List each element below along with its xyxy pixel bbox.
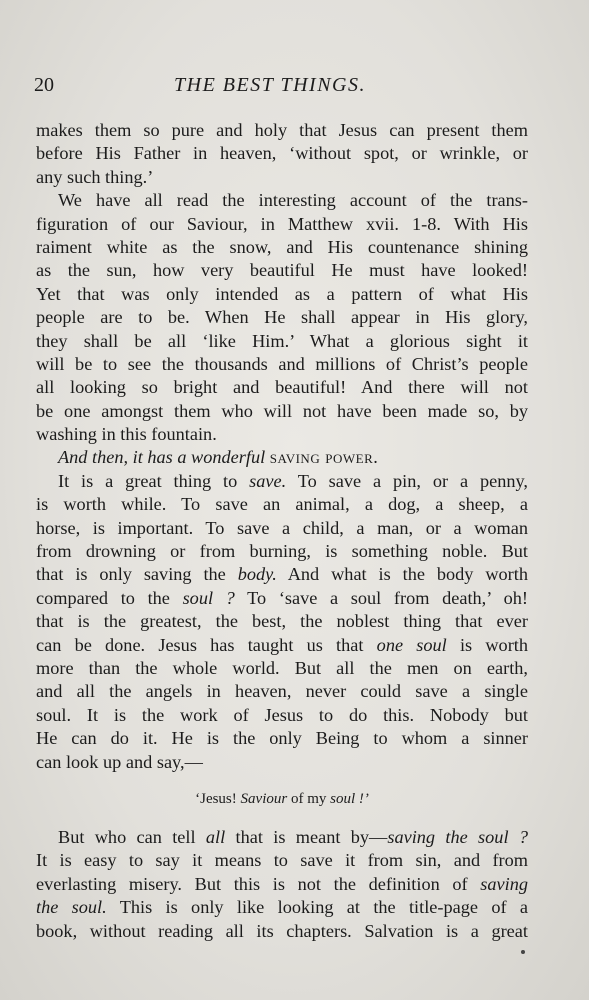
text-line: can look up and say,— — [36, 751, 203, 772]
italic-phrase: And then, it has a wonderful — [58, 447, 266, 468]
text-line: raiment white as the snow, and His countenance shining — [36, 236, 528, 257]
text-run: of my — [287, 790, 331, 807]
text-run: can be done. Jesus has taught us that — [36, 634, 377, 655]
body-text — [36, 119, 528, 943]
text-line — [36, 563, 528, 586]
text-line: from drowning or from burning, is something noble. But — [36, 541, 528, 562]
italic-phrase: Saviour — [240, 790, 288, 807]
text-line: people are to be. When He shall appear in His glory, — [36, 307, 528, 328]
text-run: that is only saving the — [36, 564, 238, 585]
text-line: any such thing.’ — [36, 166, 154, 187]
text-line: washing in this fountain. — [36, 424, 217, 445]
text-line: We have all read the interesting account of the trans- — [58, 190, 528, 211]
text-line — [36, 896, 528, 919]
text-line: as the sun, how very beautiful He must have looked! — [36, 260, 528, 281]
text-line: figuration of our Saviour, in Matthew xvii. 1-8. With His — [36, 213, 528, 234]
italic-phrase: the soul. — [36, 897, 107, 918]
text-line: all looking so bright and beautiful! And there will not — [36, 377, 528, 398]
page-number: 20 — [34, 74, 54, 96]
text-line — [36, 634, 528, 657]
text-line: horse, is important. To save a child, a man, or a woman — [36, 517, 528, 538]
text-line: It is easy to say it means to save it from sin, and from — [36, 850, 528, 871]
text-line — [36, 873, 528, 896]
text-run: compared to the — [36, 587, 183, 608]
text-line: they shall be all ‘like Him.’ What a glorious sight it — [36, 330, 528, 351]
text-line: more than the whole world. But all the men on earth, — [36, 657, 528, 678]
text-run: And what is the body worth — [276, 564, 528, 585]
text-run: is worth — [446, 634, 528, 655]
text-run: It is a great thing to — [58, 470, 250, 491]
text-line: and all the angels in heaven, never could save a single — [36, 681, 528, 702]
text-line — [36, 446, 528, 469]
text-line: before His Father in heaven, ‘without spot, or wrinkle, or — [36, 143, 528, 164]
text-line: is worth while. To save an animal, a dog, a sheep, a — [36, 494, 528, 515]
text-run: To ‘save a soul from death,’ oh! — [234, 587, 528, 608]
text-line: Yet that was only intended as a pattern of what His — [36, 283, 528, 304]
text-run: But who can tell — [58, 826, 206, 847]
italic-phrase: soul !’ — [330, 790, 369, 807]
text-run: This is only like looking at the title-page of a — [106, 897, 528, 918]
text-run: that is meant by— — [225, 826, 388, 847]
text-line: He can do it. He is the only Being to whom a sinner — [36, 728, 528, 749]
italic-phrase: one soul — [376, 634, 447, 655]
text-line — [36, 587, 528, 610]
quotation — [36, 788, 528, 810]
text-run: everlasting misery. But this is not the definition of — [36, 873, 481, 894]
text-line: that is the greatest, the best, the noblest thing that ever — [36, 611, 528, 632]
text-run: ‘Jesus! — [195, 790, 241, 807]
page-header — [34, 74, 528, 102]
text-line: book, without reading all its chapters. Salvation is a great — [36, 920, 528, 941]
italic-phrase: all — [205, 826, 226, 847]
text-line: be one amongst them who will not have been made so, by — [36, 400, 528, 421]
text-line — [36, 826, 528, 849]
text-line: makes them so pure and holy that Jesus can present them — [36, 120, 528, 140]
text-line: will be to see the thousands and millions of Christ’s people — [36, 353, 528, 374]
ink-speck — [521, 950, 525, 954]
italic-phrase: body. — [237, 564, 277, 585]
text-run: To save a pin, or a penny, — [286, 470, 528, 491]
running-title: THE BEST THINGS. — [174, 74, 366, 96]
italic-phrase: saving the soul ? — [387, 826, 528, 847]
italic-phrase: soul ? — [182, 587, 235, 608]
text-line — [36, 470, 528, 493]
text-line: soul. It is the work of Jesus to do this. Nobody but — [36, 704, 528, 725]
italic-phrase: save. — [249, 470, 287, 491]
small-caps-phrase: saving power. — [269, 447, 379, 468]
italic-phrase: saving — [480, 873, 528, 894]
